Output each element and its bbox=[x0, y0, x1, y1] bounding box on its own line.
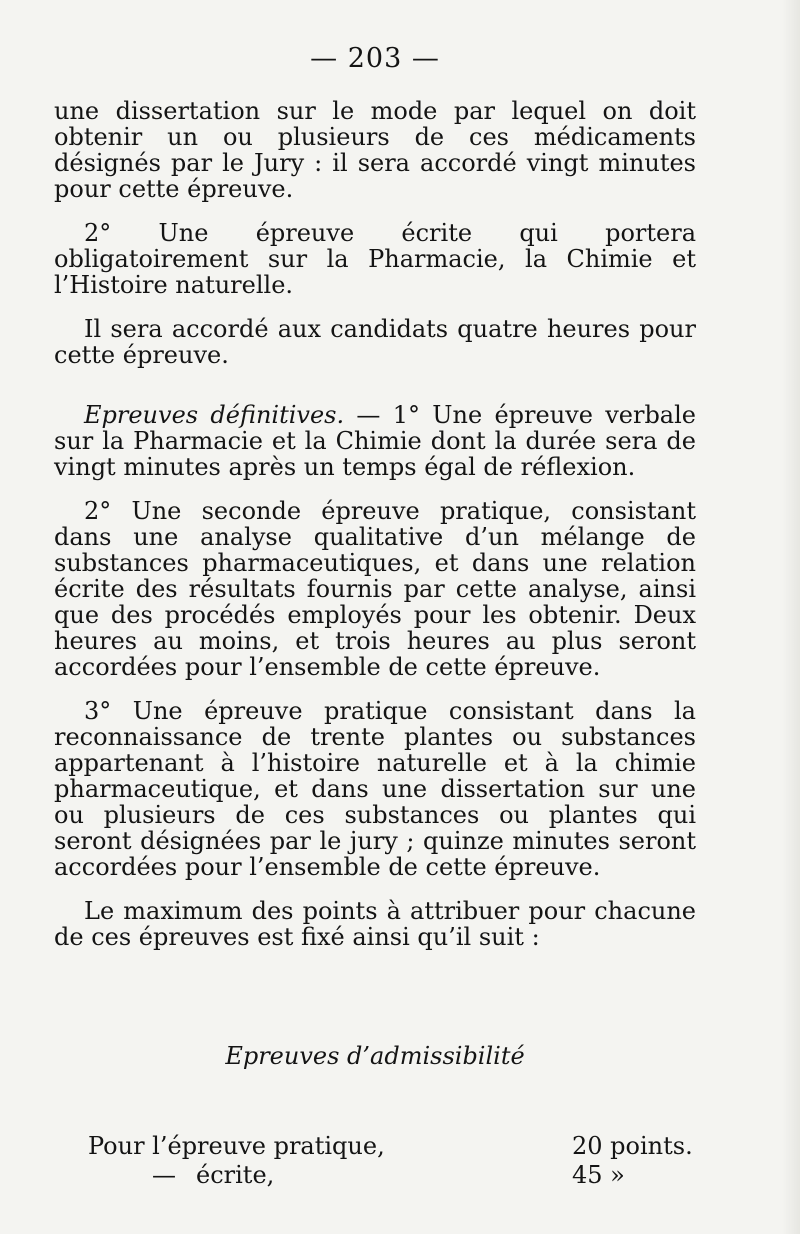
row-dash: — bbox=[152, 1161, 176, 1189]
paragraph-2: 2° Une épreuve écrite qui portera obligatoirement sur la Pharmacie, la Chimie et l’Histoire naturelle. bbox=[54, 219, 696, 299]
section-title: Epreuves d’admissibilité bbox=[225, 1042, 525, 1070]
row-value: 45 » bbox=[572, 1161, 625, 1189]
page-edge-shadow bbox=[782, 0, 800, 1234]
paragraph-1: une dissertation sur le mode par lequel on doit obtenir un ou plusieurs de ces médicaments désignés par le Jury : il sera accordé vingt minutes pour cette épreuve. bbox=[54, 97, 696, 203]
table-row bbox=[54, 1161, 696, 1190]
row-label-with-dash bbox=[54, 1161, 572, 1190]
paragraph-6: Le maximum des points à attribuer pour chacune de ces épreuves est fixé ainsi qu’il suit : bbox=[54, 897, 696, 951]
points-table bbox=[54, 1132, 696, 1190]
definitive-label: Epreuves définitives. bbox=[84, 401, 345, 429]
row-value: 20 points. bbox=[572, 1132, 693, 1160]
definitive-text: — 1° Une épreuve verbale sur la Pharmacie et la Chimie dont la durée sera de vingt minutes après un temps égal de réflexion. bbox=[54, 401, 696, 481]
definitive-paragraph bbox=[54, 402, 696, 480]
paragraph-4: 2° Une seconde épreuve pratique, consistant dans une analyse qualitative d’un mélange de substances pharmaceutiques, et dans une relation écrite des résultats fournis par cette analyse, ainsi que des procédés employés pour les obtenir. Deux heures au moins, et trois heures au plus seront accordées pour l’ensemble de cette épreuve. bbox=[54, 497, 696, 681]
paragraph-3: Il sera accordé aux candidats quatre heures pour cette épreuve. bbox=[54, 315, 696, 369]
table-row bbox=[54, 1132, 696, 1161]
paragraph-5: 3° Une épreuve pratique consistant dans la reconnaissance de trente plantes ou substances appartenant à l’histoire naturelle et à la chimie pharmaceutique, et dans une dissertation sur une ou plusieurs de ces substances ou plantes qui seront désignées par le jury ; quinze minutes seront accordées pour l’ensemble de cette épreuve. bbox=[54, 697, 696, 881]
row-label: écrite, bbox=[196, 1161, 275, 1189]
page-number: — 203 — bbox=[310, 43, 440, 74]
row-label: Pour l’épreuve pratique, bbox=[88, 1132, 385, 1160]
